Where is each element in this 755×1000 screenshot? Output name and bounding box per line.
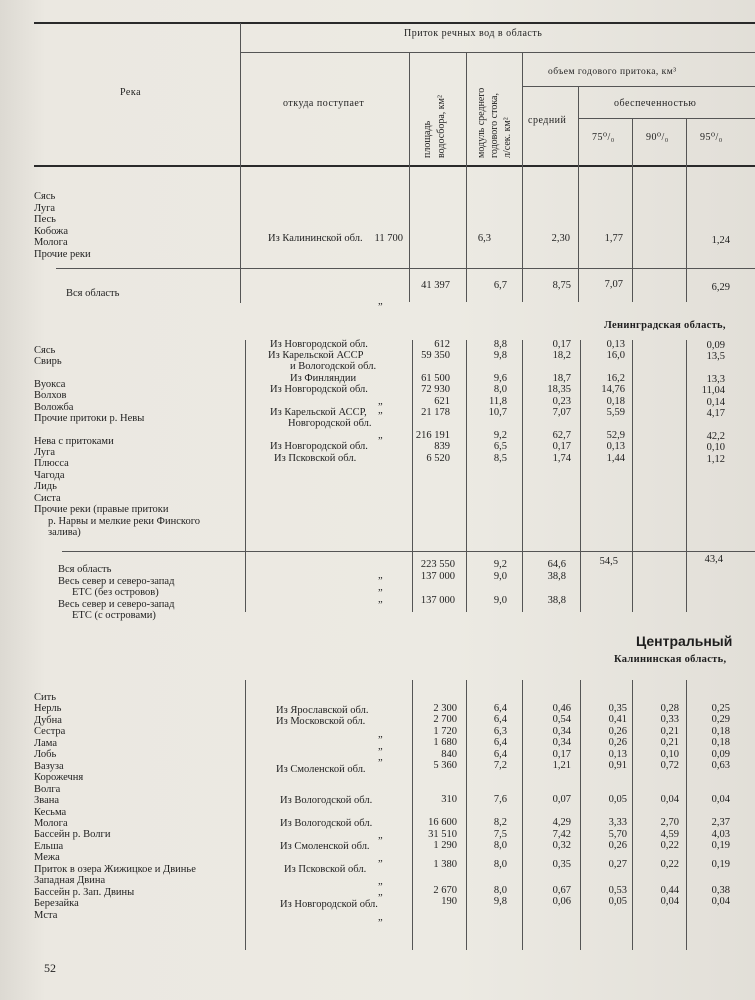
p95-cell: 0,18	[711, 737, 730, 748]
top-rule	[34, 22, 755, 24]
p90-cell: 0,22	[660, 840, 679, 851]
modulus-cell: 8,8	[493, 339, 507, 350]
p75-cell: 0,27	[608, 859, 627, 870]
from-cell: „	[378, 853, 383, 864]
from-cell: Из Новгородской обл.	[280, 899, 378, 910]
mean-cell: 0,34	[552, 726, 571, 737]
from-cell: Из Новгородской обл.	[270, 339, 368, 350]
total-from: „	[378, 594, 383, 605]
header-p95: 95⁰/₀	[700, 132, 723, 143]
p90-cell: 0,21	[660, 726, 679, 737]
from-cell: „	[378, 396, 383, 407]
mean-cell: 8,75	[552, 280, 571, 291]
mean-cell: 4,29	[552, 817, 571, 828]
from-cell: Из Вологодской обл.	[280, 818, 373, 829]
modulus-cell: 9,8	[493, 350, 507, 361]
modulus-cell: 8,5	[493, 453, 507, 464]
river-name: Мста	[34, 909, 58, 921]
area-cell: 621	[434, 396, 450, 407]
p90-cell: 0,21	[660, 737, 679, 748]
modulus-cell: 6,4	[493, 714, 507, 725]
mean-cell: 1,74	[552, 453, 571, 464]
river-name: Прочие реки (правые притоки	[34, 504, 169, 515]
river-name: Звана	[34, 795, 60, 807]
modulus-cell: 6,3	[493, 726, 507, 737]
total-from: „	[378, 582, 383, 593]
river-name: Чагода	[34, 470, 65, 481]
col-divider	[412, 340, 413, 612]
header-bottom-rule	[34, 165, 755, 167]
mean-cell: 0,17	[552, 441, 571, 452]
p75-cell: 5,59	[606, 407, 625, 418]
p75-cell: 0,13	[608, 749, 627, 760]
p90-cell: 0,28	[660, 703, 679, 714]
header-security: обеспеченностью	[614, 98, 697, 109]
p75-cell: 0,05	[608, 794, 627, 805]
modulus-cell: 6,5	[493, 441, 507, 452]
col-divider	[466, 340, 467, 612]
col-divider	[686, 118, 687, 302]
header-modulus-3: л/сек. км²	[502, 117, 513, 158]
from-cell: Из Смоленской обл.	[276, 764, 366, 775]
river-name: Молога	[34, 817, 68, 829]
p95-cell: 11,04	[701, 385, 725, 396]
area-cell: 840	[441, 749, 457, 760]
p95-cell: 0,18	[711, 726, 730, 737]
p75-cell: 14,76	[601, 384, 625, 395]
p90-cell: 0,10	[660, 749, 679, 760]
p95-cell: 0,09	[711, 749, 730, 760]
p75-cell: 52,9	[606, 430, 625, 441]
p95-cell: 6,29	[711, 282, 730, 293]
area-cell: 2 670	[433, 885, 457, 896]
river-name: Нерль	[34, 703, 62, 715]
area-cell: 41 397	[421, 280, 450, 291]
col-divider	[632, 118, 633, 302]
col-divider	[240, 23, 241, 303]
area-cell: 6 520	[426, 453, 450, 464]
mean-cell: 0,23	[552, 396, 571, 407]
p75-cell: 0,26	[608, 737, 627, 748]
modulus-cell: 8,2	[493, 817, 507, 828]
modulus-cell: 9,0	[493, 595, 507, 606]
river-name: Лобь	[34, 749, 57, 761]
river-name: Сить	[34, 692, 56, 703]
modulus-cell: 6,3	[477, 233, 491, 244]
p75-cell: 0,91	[608, 760, 627, 771]
p75-cell: 0,05	[608, 896, 627, 907]
p75-cell: 0,13	[606, 441, 625, 452]
p95-cell: 0,10	[706, 442, 725, 453]
header-inflow-title: Приток речных вод в область	[404, 28, 543, 39]
p75-cell: 0,35	[608, 703, 627, 714]
header-area-1: площадь	[422, 120, 433, 158]
area-cell: 223 550	[420, 559, 455, 570]
p75-cell: 0,53	[608, 885, 627, 896]
col-divider	[522, 340, 523, 612]
modulus-cell: 11,8	[489, 396, 507, 407]
security-rule	[578, 118, 755, 119]
header-volume: объем годового притока, км³	[548, 67, 677, 77]
p95-cell: 0,09	[706, 340, 725, 351]
river-name: Лидь	[34, 481, 57, 492]
p95-cell: 0,29	[711, 714, 730, 725]
river-name: Бассейн р. Волги	[34, 829, 111, 841]
river-name: Межа	[34, 852, 60, 864]
total-label: ЕТС (с островами)	[72, 610, 156, 621]
from-cell: „	[378, 729, 383, 740]
mean-cell: 7,07	[552, 407, 571, 418]
p95-cell: 13,3	[706, 374, 725, 385]
section-kalinin: Калининская область,	[614, 654, 727, 665]
mean-cell: 62,7	[552, 430, 571, 441]
modulus-cell: 6,4	[493, 737, 507, 748]
p95-cell: 0,19	[711, 840, 730, 851]
area-cell: 1 720	[433, 726, 457, 737]
river-name: залива)	[48, 527, 81, 538]
area-cell: 2 700	[433, 714, 457, 725]
col-divider	[466, 680, 467, 950]
total-rule	[62, 551, 755, 552]
modulus-cell: 7,2	[493, 760, 507, 771]
area-cell: 61 500	[421, 373, 450, 384]
mean-cell: 18,35	[547, 384, 571, 395]
col-divider	[245, 340, 246, 612]
total-from: „	[378, 570, 383, 581]
area-cell: 216 191	[415, 430, 450, 441]
from-cell: Из Карельской АССР,	[270, 407, 367, 418]
area-cell: 31 510	[428, 829, 457, 840]
from-cell: и Вологодской обл.	[290, 361, 377, 372]
p95-cell: 0,25	[711, 703, 730, 714]
mean-cell: 0,32	[552, 840, 571, 851]
col-divider	[632, 680, 633, 950]
mean-cell: 64,6	[547, 559, 566, 570]
p95-cell: 0,04	[711, 896, 730, 907]
area-cell: 59 350	[421, 350, 450, 361]
modulus-cell: 6,4	[493, 749, 507, 760]
total-rule	[56, 268, 755, 269]
p75-cell: 16,2	[606, 373, 625, 384]
river-name: Бассейн р. Зап. Двины	[34, 886, 135, 898]
p95-cell: 0,19	[711, 859, 730, 870]
river-name: Волга	[34, 783, 61, 795]
col-divider	[578, 86, 579, 302]
total-from: „	[378, 296, 383, 307]
modulus-cell: 9,2	[493, 559, 507, 570]
area-cell: 72 930	[421, 384, 450, 395]
modulus-cell: 10,7	[488, 407, 507, 418]
col-divider	[686, 340, 687, 612]
river-name: Вазуза	[34, 760, 64, 772]
p90-cell: 0,04	[660, 794, 679, 805]
area-cell: 839	[434, 441, 450, 452]
total-label: Вся область	[66, 288, 120, 299]
area-cell: 137 000	[420, 595, 455, 606]
river-name: Западная Двина	[34, 875, 106, 887]
p75-cell: 5,70	[608, 829, 627, 840]
header-p75: 75⁰/₀	[592, 132, 615, 143]
river-name: Луга	[34, 202, 56, 214]
p95-cell: 43,4	[704, 554, 723, 565]
mean-cell: 0,67	[552, 885, 571, 896]
area-cell: 1 680	[433, 737, 457, 748]
header-modulus-2: годового стока,	[489, 93, 500, 158]
mean-cell: 0,06	[552, 896, 571, 907]
mean-cell: 7,42	[552, 829, 571, 840]
mean-cell: 0,34	[552, 737, 571, 748]
area-cell: 190	[441, 896, 457, 907]
section-central: Центральный	[636, 633, 733, 649]
p95-cell: 1,24	[711, 235, 730, 246]
page-number: 52	[44, 961, 56, 975]
header-area-2: водосбора, км²	[436, 95, 447, 158]
total-label: Весь север и северо-запад	[58, 599, 175, 610]
p75-cell: 54,5	[599, 556, 618, 567]
section-leningrad: Ленинградская область,	[604, 320, 726, 331]
river-name: Кесьма	[34, 806, 67, 818]
header-p90: 90⁰/₀	[646, 132, 669, 143]
from-cell: „	[378, 876, 383, 887]
river-name: Лама	[34, 737, 58, 749]
modulus-cell: 7,5	[493, 829, 507, 840]
area-cell: 11 700	[374, 233, 403, 244]
from-cell: Из Псковской обл.	[274, 453, 357, 464]
p90-cell: 0,33	[660, 714, 679, 725]
area-cell: 137 000	[420, 571, 455, 582]
modulus-cell: 8,0	[493, 384, 507, 395]
river-name: Песь	[34, 214, 56, 225]
p75-cell: 0,41	[608, 714, 627, 725]
mean-cell: 18,2	[552, 350, 571, 361]
mean-cell: 2,30	[551, 233, 570, 244]
from-cell: Из Калининской обл.	[268, 233, 363, 244]
river-name: Нева с притоками	[34, 436, 114, 447]
col-divider	[522, 680, 523, 950]
from-cell: „	[378, 430, 383, 441]
p75-cell: 0,13	[606, 339, 625, 350]
river-name: Сясь	[34, 345, 56, 356]
volume-rule	[522, 86, 755, 87]
from-cell: Из Московской обл.	[276, 716, 366, 727]
modulus-cell: 6,7	[493, 280, 507, 291]
p95-cell: 2,37	[711, 817, 730, 828]
area-cell: 16 600	[428, 817, 457, 828]
from-cell: „	[378, 405, 383, 416]
modulus-cell: 8,0	[493, 840, 507, 851]
p90-cell: 0,72	[660, 760, 679, 771]
p90-cell: 4,59	[660, 829, 679, 840]
p75-cell: 7,07	[604, 279, 623, 290]
river-name: Кобожа	[34, 225, 68, 237]
river-name: р. Нарвы и мелкие реки Финского	[48, 516, 200, 527]
p90-cell: 0,04	[660, 896, 679, 907]
col-divider	[632, 340, 633, 612]
mean-cell: 1,21	[552, 760, 571, 771]
p75-cell: 0,26	[608, 726, 627, 737]
total-label: ЕТС (без островов)	[72, 587, 159, 598]
river-name: Ельша	[34, 840, 64, 852]
mean-cell: 0,17	[552, 339, 571, 350]
p95-cell: 42,2	[706, 431, 725, 442]
col-divider	[245, 680, 246, 950]
river-name: Луга	[34, 447, 56, 458]
modulus-cell: 7,6	[493, 794, 507, 805]
river-name: Плюсса	[34, 458, 69, 469]
river-name: Корожечня	[34, 772, 84, 784]
modulus-cell: 8,0	[493, 859, 507, 870]
from-cell: „	[378, 830, 383, 841]
p90-cell: 2,70	[660, 817, 679, 828]
col-divider	[580, 340, 581, 612]
col-divider	[466, 52, 467, 302]
from-cell: „	[378, 741, 383, 752]
p90-cell: 0,44	[660, 885, 679, 896]
from-cell: „	[378, 752, 383, 763]
modulus-cell: 9,8	[493, 896, 507, 907]
river-name: Систа	[34, 493, 61, 504]
from-cell: Из Псковской обл.	[284, 864, 367, 875]
from-cell: Из Ярославской обл.	[276, 705, 369, 716]
p75-cell: 0,18	[606, 396, 625, 407]
header-modulus-1: модуль среднего	[476, 87, 487, 158]
from-cell: Из Вологодской обл.	[280, 795, 373, 806]
area-cell: 5 360	[433, 760, 457, 771]
col-divider	[522, 52, 523, 302]
p90-cell: 0,22	[660, 859, 679, 870]
from-cell: Новгородской обл.	[288, 418, 372, 429]
river-name: Приток в озера Жижицкое и Двинье	[34, 863, 196, 875]
header-river: Река	[120, 87, 142, 98]
p75-cell: 0,26	[608, 840, 627, 851]
modulus-cell: 9,0	[493, 571, 507, 582]
mean-cell: 18,7	[552, 373, 571, 384]
modulus-cell: 8,0	[493, 885, 507, 896]
from-cell: Из Смоленской обл.	[280, 841, 370, 852]
p75-cell: 1,44	[606, 453, 625, 464]
river-name: Свирь	[34, 356, 62, 367]
p95-cell: 0,63	[711, 760, 730, 771]
p75-cell: 3,33	[608, 817, 627, 828]
from-cell: Из Новгородской обл.	[270, 441, 368, 452]
mean-cell: 0,46	[552, 703, 571, 714]
p95-cell: 1,12	[706, 454, 725, 465]
modulus-cell: 9,6	[493, 373, 507, 384]
header-from: откуда поступает	[283, 98, 365, 109]
river-name: Прочие притоки р. Невы	[34, 413, 145, 424]
total-label: Вся область	[58, 564, 112, 575]
river-name: Сестра	[34, 726, 66, 738]
p95-cell: 13,5	[706, 351, 725, 362]
p95-cell: 0,04	[711, 794, 730, 805]
inflow-rule	[240, 52, 755, 53]
area-cell: 2 300	[433, 703, 457, 714]
mean-cell: 0,35	[552, 859, 571, 870]
river-name: Молога	[34, 237, 68, 248]
col-divider	[580, 680, 581, 950]
mean-cell: 38,8	[547, 571, 566, 582]
from-cell: Из Новгородской обл.	[270, 384, 368, 395]
from-cell: Из Финляндии	[290, 373, 357, 384]
river-name: Прочие реки	[34, 248, 91, 260]
area-cell: 21 178	[421, 407, 450, 418]
modulus-cell: 6,4	[493, 703, 507, 714]
river-name: Волхов	[34, 390, 67, 401]
p95-cell: 0,38	[711, 885, 730, 896]
modulus-cell: 9,2	[493, 430, 507, 441]
header-mean: средний	[528, 115, 567, 126]
from-cell: Из Карельской АССР	[268, 350, 364, 361]
p75-cell: 16,0	[606, 350, 625, 361]
total-label: Весь север и северо-запад	[58, 576, 175, 587]
river-name: Березайка	[34, 898, 79, 910]
p95-cell: 0,14	[706, 397, 725, 408]
col-divider	[412, 680, 413, 950]
river-name: Сясь	[34, 191, 56, 202]
p75-cell: 1,77	[604, 233, 623, 244]
area-cell: 1 380	[433, 859, 457, 870]
river-name: Дубна	[34, 714, 62, 726]
area-cell: 1 290	[433, 840, 457, 851]
mean-cell: 38,8	[547, 595, 566, 606]
river-name: Вуокса	[34, 379, 66, 390]
area-cell: 612	[434, 339, 450, 350]
col-divider	[409, 52, 410, 302]
mean-cell: 0,54	[552, 714, 571, 725]
from-cell: „	[378, 912, 383, 923]
col-divider	[686, 680, 687, 950]
mean-cell: 0,07	[552, 794, 571, 805]
p95-cell: 4,03	[711, 829, 730, 840]
from-cell: „	[378, 887, 383, 898]
p95-cell: 4,17	[706, 408, 725, 419]
river-name: Воложба	[34, 402, 74, 413]
area-cell: 310	[441, 794, 457, 805]
mean-cell: 0,17	[552, 749, 571, 760]
